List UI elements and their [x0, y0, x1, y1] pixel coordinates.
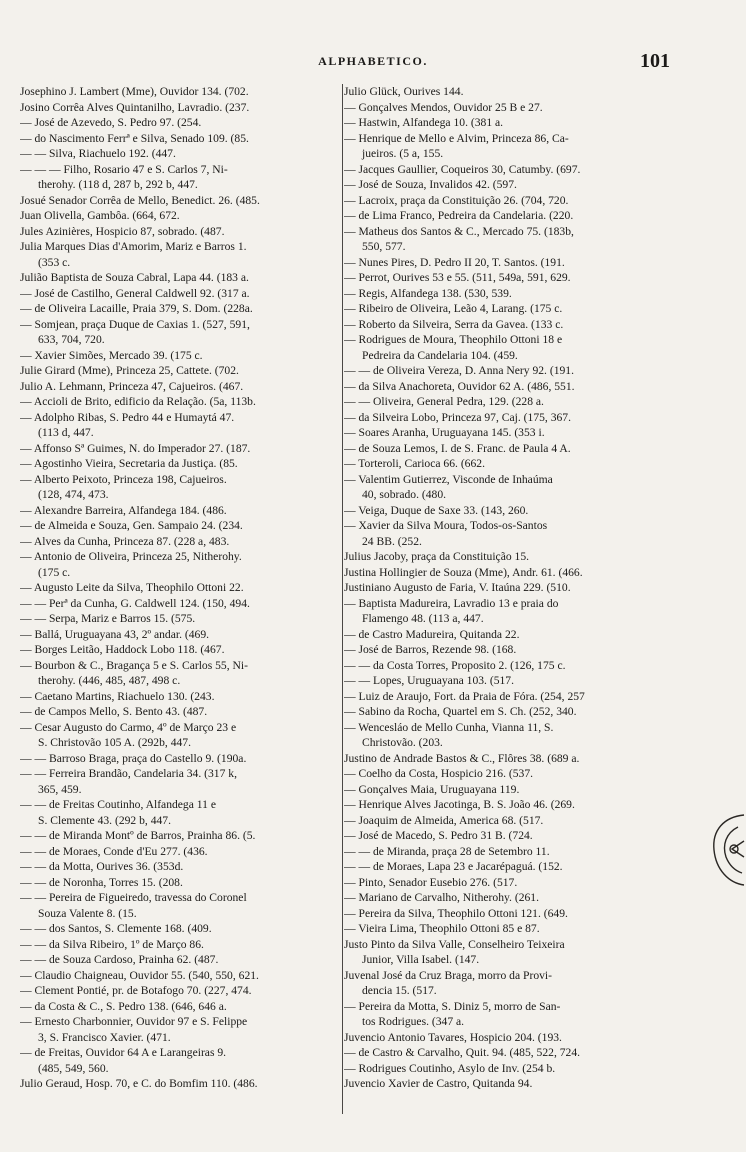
directory-entry: — de Souza Lemos, I. de S. Franc. de Paula 4 A. [344, 441, 571, 455]
directory-entry: — Claudio Chaigneau, Ouvidor 55. (540, 550, 621. [20, 968, 259, 982]
directory-entry: — Xavier Simões, Mercado 39. (175 c. [20, 348, 203, 362]
directory-entry: 365, 459. [38, 782, 82, 796]
directory-entry: — Sabino da Rocha, Quartel em S. Ch. (252, 340. [344, 705, 577, 718]
directory-entry: — Alexandre Barreira, Alfandega 184. (486. [20, 503, 227, 517]
directory-entry: — — da Silva Ribeiro, 1º de Março 86. [20, 937, 204, 951]
directory-entry: tos Rodrigues. (347 a. [362, 1015, 465, 1028]
directory-entry: — Wencesláo de Mello Cunha, Vianna 11, S. [344, 720, 554, 734]
directory-entry: — Accioli de Brito, edificio da Relação. (5a, 113b. [20, 395, 256, 408]
directory-entry: Josephino J. Lambert (Mme), Ouvidor 134. (702. [20, 85, 249, 98]
directory-entry: Julie Girard (Mme), Princeza 25, Cattete. (702. [20, 364, 239, 377]
directory-entry: 550, 577. [362, 240, 406, 253]
directory-entry: — José de Macedo, S. Pedro 31 B. (724. [344, 829, 533, 842]
directory-entry: Josino Corrêa Alves Quintanilho, Lavradio. (237. [20, 100, 250, 114]
directory-entry: — de Lima Franco, Pedreira da Candelaria. (220. [344, 209, 574, 222]
directory-entry: Julio Glück, Ourives 144. [344, 85, 464, 98]
directory-entry: — Matheus dos Santos & C., Mercado 75. (183b, [344, 224, 574, 238]
directory-entry: Julião Baptista de Souza Cabral, Lapa 44. (183 a. [20, 271, 249, 284]
directory-entry: Junior, Villa Isabel. (147. [362, 953, 480, 966]
directory-entry: therohy. (118 d, 287 b, 292 b, 447. [38, 178, 198, 191]
directory-entry: — Hastwin, Alfandega 10. (381 a. [344, 116, 504, 129]
directory-entry: therohy. (446, 485, 487, 498 c. [38, 674, 181, 687]
directory-entry: — Lacroix, praça da Constituição 26. (704, 720. [344, 193, 569, 207]
directory-entry: — Perrot, Ourives 53 e 55. (511, 549a, 591, 629. [344, 271, 571, 284]
directory-entry: — Gonçalves Mendos, Ouvidor 25 B e 27. [344, 100, 543, 114]
directory-entry: — — de Miranda Montº de Barros, Prainha 86. (5. [20, 829, 256, 842]
directory-entry: — — — Filho, Rosario 47 e S. Carlos 7, Ni- [20, 162, 228, 176]
directory-entry: Souza Valente 8. (15. [38, 906, 137, 920]
directory-entry: — de Almeida e Souza, Gen. Sampaio 24. (234. [20, 519, 243, 532]
directory-entry: (113 d, 447. [38, 426, 94, 439]
directory-entry: — Pinto, Senador Eusebio 276. (517. [344, 875, 518, 889]
directory-entry: — José de Castilho, General Caldwell 92. (317 a. [20, 286, 250, 300]
directory-entry: — José de Barros, Rezende 98. (168. [344, 643, 517, 656]
directory-entry: — — Barroso Braga, praça do Castello 9. (190a. [20, 751, 247, 765]
directory-entry: — de Oliveira Lacaille, Praia 379, S. Dom. (228a. [20, 302, 253, 315]
directory-entry: — da Silva Anachoreta, Ouvidor 62 A. (486, 551. [344, 379, 575, 393]
directory-entry: Juvenal José da Cruz Braga, morro da Provi- [344, 968, 552, 982]
directory-entry: — Henrique de Mello e Alvim, Princeza 86, Ca- [344, 131, 569, 145]
directory-entry: — Alves da Cunha, Princeza 87. (228 a, 483. [20, 534, 230, 548]
directory-entry: — — da Costa Torres, Proposito 2. (126, 175 c. [344, 658, 566, 672]
directory-entry: — Caetano Martins, Riachuelo 130. (243. [20, 689, 215, 703]
directory-entry: — Pereira da Silva, Theophilo Ottoni 121. (649. [344, 906, 568, 920]
directory-entry: — Joaquim de Almeida, America 68. (517. [344, 813, 544, 827]
directory-entry: — Agostinho Vieira, Secretaria da Justiça. (85. [20, 457, 238, 470]
directory-entry: — de Freitas, Ouvidor 64 A e Larangeiras 9. [20, 1046, 227, 1059]
directory-entry: 24 BB. (252. [362, 534, 422, 548]
directory-entry: — Cesar Augusto do Carmo, 4º de Março 23 e [20, 720, 237, 734]
page-number: 101 [640, 50, 670, 72]
directory-entry: Justiniano Augusto de Faria, V. Itaúna 229. (510. [344, 581, 571, 594]
directory-entry: Christovão. (203. [362, 736, 443, 749]
directory-entry: — de Castro Madureira, Quitanda 22. [344, 627, 520, 641]
directory-entry: — de Castro & Carvalho, Quit. 94. (485, 522, 724. [344, 1046, 581, 1059]
directory-entry: — Vieira Lima, Theophilo Ottoni 85 e 87. [344, 922, 540, 935]
running-title: ALPHABETICO. [318, 54, 428, 68]
directory-entry: — Nunes Pires, D. Pedro II 20, T. Santos. (191. [344, 255, 565, 269]
directory-entry: — — dos Santos, S. Clemente 168. (409. [20, 922, 212, 935]
directory-entry: Julius Jacoby, praça da Constituição 15. [344, 550, 530, 563]
directory-entry: Julia Marques Dias d'Amorim, Mariz e Barros 1. [20, 240, 247, 253]
directory-entry: — Ribeiro de Oliveira, Leão 4, Larang. (175 c. [344, 302, 563, 315]
directory-entry: (175 c. [38, 565, 71, 579]
directory-entry: — Coelho da Costa, Hospicio 216. (537. [344, 767, 534, 780]
directory-entry: — — Oliveira, General Pedra, 129. (228 a. [344, 395, 544, 408]
directory-entry: — Ballá, Uruguayana 43, 2º andar. (469. [20, 627, 210, 641]
directory-entry: — Pereira da Motta, S. Diniz 5, morro de San- [344, 999, 561, 1013]
directory-entry: — — Perª da Cunha, G. Caldwell 124. (150, 494. [20, 596, 250, 610]
directory-entry: — Baptista Madureira, Lavradio 13 e praia do [344, 596, 559, 610]
directory-entry: — — de Souza Cardoso, Prainha 62. (487. [20, 953, 219, 966]
directory-entry: — Clement Pontié, pr. de Botafogo 70. (227, 474. [20, 984, 252, 997]
directory-entry: Justina Hollingier de Souza (Mme), Andr. 61. (466. [344, 565, 583, 579]
directory-entry: S. Christovão 105 A. (292b, 447. [38, 736, 191, 749]
directory-entry: — Torteroli, Carioca 66. (662. [344, 457, 485, 470]
directory-entry: — Xavier da Silva Moura, Todos-os-Santos [344, 519, 548, 532]
directory-entry: — — de Moraes, Conde d'Eu 277. (436. [20, 844, 208, 858]
page-header [0, 50, 746, 80]
directory-entry: — Antonio de Oliveira, Princeza 25, Nitherohy. [20, 550, 242, 563]
directory-entry: Josué Senador Corrêa de Mello, Benedict. 26. (485. [20, 193, 260, 207]
directory-entry: dencia 15. (517. [362, 984, 437, 997]
directory-entry: Justino de Andrade Bastos & C., Flôres 38. (689 a. [344, 751, 580, 765]
directory-entry: — José de Azevedo, S. Pedro 97. (254. [20, 116, 202, 129]
directory-entry: Juvencio Antonio Tavares, Hospicio 204. (193. [344, 1030, 562, 1044]
column-divider [342, 84, 343, 1114]
directory-entry: — Jacques Gaullier, Coqueiros 30, Catumby. (697. [344, 162, 581, 176]
directory-entry: (353 c. [38, 255, 71, 269]
directory-entry: — Rodrigues Coutinho, Asylo de Inv. (254 b. [344, 1061, 556, 1075]
directory-entry: — Regis, Alfandega 138. (530, 539. [344, 286, 512, 300]
directory-entry: 633, 704, 720. [38, 333, 105, 346]
directory-entry: Julio A. Lehmann, Princeza 47, Cajueiros. (467. [20, 379, 244, 393]
directory-entry: — da Costa & C., S. Pedro 138. (646, 646 a. [20, 999, 227, 1013]
directory-entry: Juan Olivella, Gambôa. (664, 672. [20, 209, 180, 222]
left-column [20, 84, 342, 1092]
directory-entry: — — de Noronha, Torres 15. (208. [20, 875, 183, 889]
directory-entry: — Borges Leitão, Haddock Lobo 118. (467. [20, 643, 225, 656]
directory-entry: — Henrique Alves Jacotinga, B. S. João 46. (269. [344, 798, 575, 811]
directory-entry: — Bourbon & C., Bragança 5 e S. Carlos 55, Ni- [20, 658, 248, 672]
directory-entry: 3, S. Francisco Xavier. (471. [38, 1030, 171, 1044]
directory-entry: — Soares Aranha, Uruguayana 145. (353 i. [344, 426, 545, 439]
directory-entry: — Valentim Gutierrez, Visconde de Inhaúma [344, 472, 553, 486]
directory-entry: jueiros. (5 a, 155. [362, 147, 444, 160]
directory-entry: — José de Souza, Invalidos 42. (597. [344, 178, 517, 191]
directory-entry: — Affonso Sª Guimes, N. do Imperador 27. (187. [20, 441, 251, 455]
directory-entry: Juvencio Xavier de Castro, Quitanda 94. [344, 1077, 533, 1090]
directory-entry: 40, sobrado. (480. [362, 488, 447, 501]
directory-entry: (128, 474, 473. [38, 488, 109, 501]
directory-entry: — — da Motta, Ourives 36. (353d. [20, 860, 184, 873]
directory-entry: — Luiz de Araujo, Fort. da Praia de Fóra. (254, 257 [344, 689, 585, 703]
directory-entry: — — de Freitas Coutinho, Alfandega 11 e [20, 798, 216, 811]
directory-entry: — Veiga, Duque de Saxe 33. (143, 260. [344, 503, 529, 517]
directory-entry: Justo Pinto da Silva Valle, Conselheiro Teixeira [344, 937, 565, 951]
directory-entry: — Somjean, praça Duque de Caxias 1. (527, 591, [20, 317, 250, 331]
right-column [344, 84, 666, 1092]
directory-entry: — Ernesto Charbonnier, Ouvidor 97 e S. Felippe [20, 1015, 248, 1028]
directory-entry: — — de Oliveira Vereza, D. Anna Nery 92. (191. [344, 364, 574, 377]
directory-entry: — Augusto Leite da Silva, Theophilo Ottoni 22. [20, 581, 244, 594]
directory-entry: — Gonçalves Maia, Uruguayana 119. [344, 782, 520, 796]
directory-entry: — — de Miranda, praça 28 de Setembro 11. [344, 844, 550, 858]
directory-entry: Pedreira da Candelaria 104. (459. [362, 348, 518, 362]
directory-entry: — Roberto da Silveira, Serra da Gavea. (133 c. [344, 317, 564, 331]
directory-entry: S. Clemente 43. (292 b, 447. [38, 813, 171, 827]
margin-ornament-icon [704, 805, 746, 895]
directory-entry: — Alberto Peixoto, Princeza 198, Cajueiros. [20, 472, 227, 486]
directory-entry: — — Silva, Riachuelo 192. (447. [20, 147, 176, 160]
directory-entry: Julio Geraud, Hosp. 70, e C. do Bomfim 110. (486. [20, 1077, 258, 1090]
directory-entry: Flamengo 48. (113 a, 447. [362, 612, 484, 625]
directory-entry: — — Ferreira Brandão, Candelaria 34. (317 k, [20, 767, 237, 780]
directory-entry: — Rodrigues de Moura, Theophilo Ottoni 18 e [344, 333, 563, 346]
directory-entry: — — Serpa, Mariz e Barros 15. (575. [20, 612, 196, 625]
directory-entry: Jules Azinières, Hospicio 87, sobrado. (487. [20, 224, 225, 238]
directory-entry: — de Campos Mello, S. Bento 43. (487. [20, 705, 208, 718]
directory-entry: (485, 549, 560. [38, 1061, 109, 1075]
directory-entry: — do Nascimento Ferrª e Silva, Senado 109. (85. [20, 131, 249, 145]
directory-entry: — da Silveira Lobo, Princeza 97, Caj. (175, 367. [344, 410, 571, 424]
directory-entry: — — Lopes, Uruguayana 103. (517. [344, 674, 515, 687]
directory-entry: — — de Moraes, Lapa 23 e Jacarépaguá. (152. [344, 860, 563, 873]
directory-entry: — Adolpho Ribas, S. Pedro 44 e Humaytá 47. [20, 410, 235, 424]
directory-entry: — — Pereira de Figueiredo, travessa do Coronel [20, 891, 247, 904]
directory-entry: — Mariano de Carvalho, Nitherohy. (261. [344, 891, 540, 904]
